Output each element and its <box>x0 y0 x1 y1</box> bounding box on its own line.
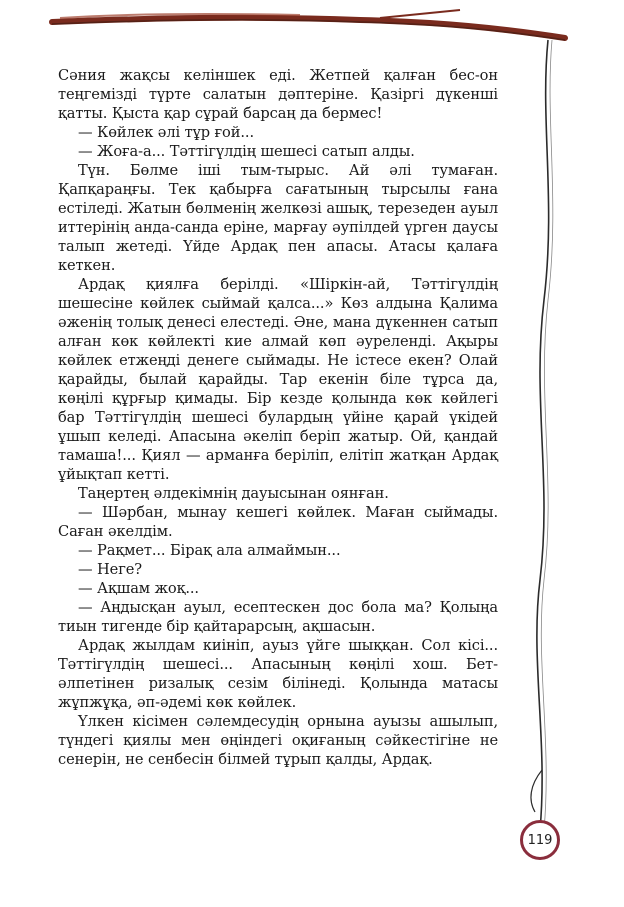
dialogue-line: — Неге? <box>78 561 143 578</box>
dialogue-line: — Аңдысқан ауыл, есептескен дос бола ма? Қолыңа тиын тигенде бір қайтарарсың, ақшасын. <box>58 599 498 635</box>
dialogue-line: — Көйлек әлі тұр ғой... <box>78 124 254 141</box>
right-stick <box>537 40 549 830</box>
paragraph: Сәния жақсы келіншек еді. Жетпей қалған бес-он теңгемізді түрте салатын дәптеріне. Қазіргі дүкенші қатты. Қыста қар сұрай барсаң да бермес! <box>58 67 498 122</box>
dialogue-line: — Ақшам жоқ... <box>78 580 199 597</box>
page-number: 119 <box>520 820 560 860</box>
paragraph: Үлкен кісімен сәлемдесудің орнына ауызы ашылып, түндегі қиялы мен өңіндегі оқиғаның сәйкестігіне не сенерін, не сенбесін білмей тұрып қалды, Ардақ. <box>58 713 498 768</box>
story-text <box>58 66 498 769</box>
paragraph: Түн. Бөлме іші тым-тырыс. Ай әлі тумаған. Қапқараңғы. Тек қабырға сағатының тырсылы ғана естіледі. Жатын бөлменің желкөзі ашық, терезеден ауыл иттерінің анда-санда еріне, марғау әупілдей үрген даусы талып жетеді. Үйде Ардақ пен апасы. Атасы қалаға кеткен. <box>58 162 498 274</box>
dialogue-line: — Рақмет... Бірақ ала алмаймын... <box>78 542 341 559</box>
paragraph: Ардақ қиялға берілді. «Шіркін-ай, Тәттігүлдің шешесіне көйлек сыймай қалса...» Көз алдына Қалима әженің толық денесі елестеді. Әне, мана дүкеннен сатып алған көк көйлекті кие алмай көп әуреленді. Ақыры көйлек етжеңді денеге сыймады. Не істесе екен? Олай қарайды, былай қарайды. Тар екенін біле тұрса да, көңілі құрғыр қимады. Бір кезде қолында көк көйлегі бар Тәттігүлдің шешесі булардың үйіне қарай үкідей ұшып келеді. Апасына әкеліп беріп жатыр. Ой, қандай тамаша!... Қиял — арманға беріліп, елітіп жатқан Ардақ ұйықтап кетті. <box>58 276 498 483</box>
dialogue-line: — Шәрбан, мынау кешегі көйлек. Маған сыймады. Саған әкелдім. <box>58 504 498 540</box>
dialogue-line: — Жоға-а... Тәттігүлдің шешесі сатып алды. <box>78 143 415 160</box>
paragraph: Таңертең әлдекімнің дауысынан оянған. <box>78 485 389 502</box>
paragraph: Ардақ жылдам киініп, ауыз үйге шыққан. Сол кісі... Тәттігүлдің шешесі... Апасының көңілі хош. Бет-әлпетінен ризалық сезім білінеді. Қолында матасы жұпжұқа, әп-әдемі көк көйлек. <box>58 637 498 711</box>
